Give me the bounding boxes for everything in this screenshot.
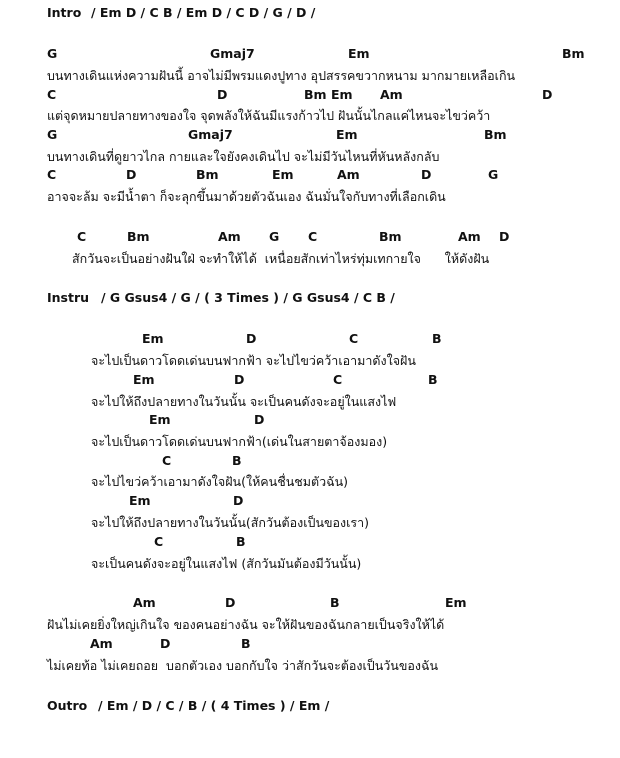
chord-line [0,127,620,147]
lyric-line [0,554,620,574]
chord: Am [337,167,360,182]
chord: Bm [304,87,327,102]
chord: D [234,372,245,387]
chord-line [0,229,620,249]
chord-line [0,372,620,392]
chord: C [154,534,164,549]
chord: Bm [484,127,507,142]
chord: D [542,87,553,102]
chord: B [241,636,251,651]
chord: Em [129,493,151,508]
chord: Bm [196,167,219,182]
chord-line [0,87,620,107]
chord: Am [218,229,241,244]
chord: Gmaj7 [188,127,233,142]
lyric-text: จะเป็นคนดังจะอยู่ในแสงไฟ (สักวันมันต้องมีวันนั้น) [91,556,362,571]
lyric-text: ฝันไม่เคยยิ่งใหญ่เกินใจ ของคนอย่างฉัน จะให้ฝันของฉันกลายเป็นจริงให้ได้ [47,617,445,632]
lyric-line [0,472,620,492]
lyric-line [0,615,620,635]
chord: G [47,46,58,61]
chord: G [47,127,58,142]
instru-progression: / G Gsus4 / G / ( 3 Times ) / G Gsus4 / C B / [101,290,395,305]
chord-line [0,636,620,656]
chord: Em [445,595,467,610]
chord: Em [149,412,171,427]
chord-line [0,595,620,615]
instru-label: Instru [47,290,90,305]
chord: G [269,229,280,244]
chord: D [233,493,244,508]
lyric-text: จะไปให้ถึงปลายทางในวันนั้น(สักวันต้องเป็นของเรา) [91,515,370,530]
lyric-line [0,147,620,167]
chord: Bm [127,229,150,244]
chord: D [421,167,432,182]
lyric-text: จะไปเป็นดาวโดดเด่นบนฟากฟ้า(เด่นในสายตาจ้องมอง) [91,434,388,449]
chord: Em [133,372,155,387]
chord: B [232,453,242,468]
chord: C [162,453,172,468]
chord-line [0,331,620,351]
chord: Bm [562,46,585,61]
chord: Am [90,636,113,651]
chord-line [0,453,620,473]
chord: C [47,87,57,102]
chord-line [0,46,620,66]
lyric-line [0,513,620,533]
lyric-text: จะไปเป็นดาวโดดเด่นบนฟากฟ้า จะไปไขว่คว้าเอามาดังใจฝัน [91,353,416,368]
chord-line [0,493,620,513]
instru-line [0,290,620,310]
chord: B [432,331,442,346]
chord: C [308,229,318,244]
chord: D [160,636,171,651]
lyric-text: บนทางเดินแห่งความฝันนี้ อาจไม่มีพรมแดงปูทาง อุปสรรคขวากหนาม มากมายเหลือเกิน [47,68,516,83]
chord: Em [272,167,294,182]
lyric-text: สักวันจะเป็นอย่างฝันใฝ่ จะทำให้ได้ เหนื่อยสักเท่าไหร่ทุ่มเทกายใจ ให้ดังฝัน [72,251,490,266]
chord: D [499,229,510,244]
chord: Em [348,46,370,61]
lyric-line [0,249,620,269]
lyric-line [0,656,620,676]
chord: D [126,167,137,182]
outro-line [0,698,620,718]
lyric-text: อาจจะล้ม จะมีน้ำตา ก็จะลุกขึ้นมาด้วยตัวฉันเอง ฉันมั่นใจกับทางที่เลือกเดิน [47,189,446,204]
chord: B [236,534,246,549]
chord: Em [331,87,353,102]
chord: Am [380,87,403,102]
outro-progression: / Em / D / C / B / ( 4 Times ) / Em / [98,698,330,713]
chord: C [349,331,359,346]
chord: D [225,595,236,610]
chord-line [0,167,620,187]
lyric-line [0,66,620,86]
outro-label: Outro [47,698,88,713]
lyric-line [0,432,620,452]
chord: C [77,229,87,244]
chord: Bm [379,229,402,244]
lyric-text: จะไปให้ถึงปลายทางในวันนั้น จะเป็นคนดังจะอยู่ในแสงไฟ [91,394,397,409]
chord: C [47,167,57,182]
chord: B [330,595,340,610]
lyric-line [0,187,620,207]
intro-line [0,5,620,25]
lyric-line [0,392,620,412]
intro-label: Intro [47,5,82,20]
intro-progression: / Em D / C B / Em D / C D / G / D / [91,5,316,20]
chord: Em [142,331,164,346]
chord: D [254,412,265,427]
lyric-line [0,351,620,371]
chord: Am [133,595,156,610]
chord: Am [458,229,481,244]
chord: B [428,372,438,387]
lyric-text: ไม่เคยท้อ ไม่เคยถอย บอกตัวเอง บอกกับใจ ว่าสักวันจะต้องเป็นวันของฉัน [47,658,439,673]
chord: Em [336,127,358,142]
lyric-text: บนทางเดินที่ดูยาวไกล กายและใจยังคงเดินไป จะไม่มีวันไหนที่หันหลังกลับ [47,149,440,164]
lyric-line [0,106,620,126]
chord: G [488,167,499,182]
lyric-text: จะไปไขว่คว้าเอามาดังใจฝัน(ให้คนชื่นชมตัวฉัน) [91,474,349,489]
chord: Gmaj7 [210,46,255,61]
chord: C [333,372,343,387]
lyric-text: แต่จุดหมายปลายทางของใจ จุดพลังให้ฉันมีแรงก้าวไป ฝันนั้นไกลแค่ไหนจะไขว่คว้า [47,108,491,123]
chord: D [246,331,257,346]
chord: D [217,87,228,102]
chord-line [0,534,620,554]
chord-line [0,412,620,432]
